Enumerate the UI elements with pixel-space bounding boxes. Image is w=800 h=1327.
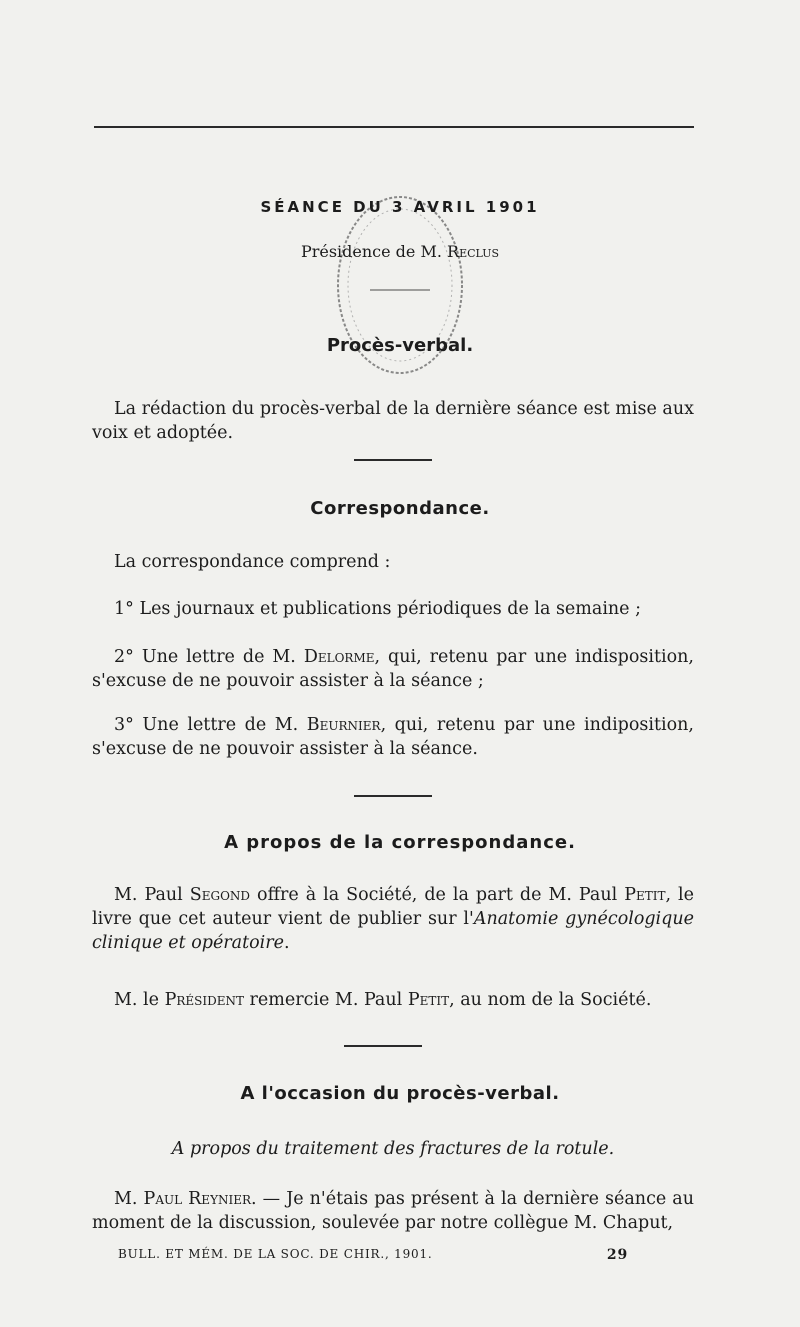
section-divider — [344, 1045, 422, 1047]
presidence-line — [0, 242, 800, 261]
item-text: , qui, retenu par une indiposition, s'excuse de ne pouvoir assister à la séance. — [92, 715, 694, 759]
correspondance-item-1 — [92, 597, 694, 621]
person-name: Beurnier — [306, 715, 381, 735]
section-divider — [354, 795, 432, 797]
person-name: Président — [164, 990, 244, 1010]
text-run: M. le — [114, 990, 165, 1010]
text-run: offre à la Société, de la part de M. Paul — [250, 885, 625, 905]
item-text: 1° Les journaux et publications périodiques de la semaine ; — [114, 599, 641, 619]
section-divider — [354, 459, 432, 461]
occasion-subtitle: A propos du traitement des fractures de la rotule. — [171, 1139, 615, 1159]
text-run: . — Je n'étais pas présent à la dernière séance au moment de la discussion, soulevée par notre collègue M. Chaput, — [92, 1189, 694, 1233]
page-number: 29 — [606, 1247, 628, 1263]
book-title: Anatomie gynécologique clinique et opératoire — [92, 909, 694, 953]
item-text: 2° Une lettre de M. — [114, 647, 304, 667]
correspondance-item-3 — [92, 713, 694, 761]
text-run: . — [284, 933, 290, 953]
item-text: , qui, retenu par une indisposition, s'excuse de ne pouvoir assister à la séance ; — [92, 647, 694, 691]
occasion-paragraph-1 — [92, 1187, 694, 1235]
section-title-occasion: A l'occasion du procès-verbal. — [240, 1083, 560, 1104]
text-run: M. Paul — [114, 885, 190, 905]
item-text: 3° Une lettre de M. — [114, 715, 307, 735]
proces-verbal-text: La rédaction du procès-verbal de la dernière séance est mise aux voix et adoptée. — [92, 399, 694, 443]
text-run: M. — [114, 1189, 144, 1209]
a-propos-paragraph-2 — [92, 988, 694, 1012]
president-name: Reclus — [447, 242, 500, 261]
person-name: Paul Reynier — [143, 1189, 252, 1209]
person-name: Delorme — [303, 647, 375, 667]
text-run: , au nom de la Société. — [449, 990, 652, 1010]
a-propos-paragraph-1 — [92, 883, 694, 955]
section-title-correspondance: Correspondance. — [310, 498, 490, 519]
presidence-prefix: Présidence de M. — [300, 242, 448, 261]
correspondance-item-2 — [92, 645, 694, 693]
top-rule — [94, 126, 694, 128]
person-name: Petit — [407, 990, 450, 1010]
person-name: Segond — [189, 885, 251, 905]
person-name: Petit — [624, 885, 666, 905]
footer-journal: BULL. ET MÉM. DE LA SOC. DE CHIR., 1901. — [118, 1247, 433, 1261]
section-title-proces-verbal: Procès-verbal. — [326, 335, 474, 356]
text-run: , le livre que cet auteur vient de publier sur l' — [92, 885, 694, 929]
section-title-a-propos: A propos de la correspondance. — [224, 832, 576, 853]
seance-title: SÉANCE DU 3 AVRIL 1901 — [260, 198, 540, 216]
text-run: remercie M. Paul — [243, 990, 408, 1010]
correspondance-intro: La correspondance comprend : — [114, 552, 391, 572]
